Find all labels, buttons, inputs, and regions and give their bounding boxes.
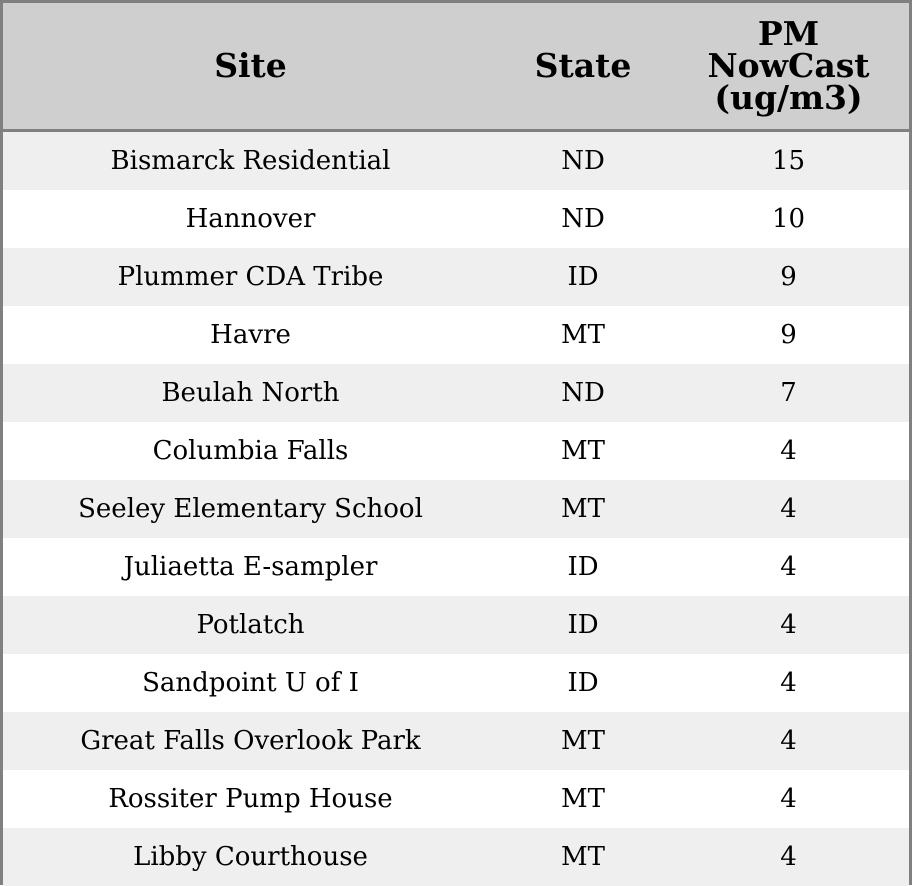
cell-pm-nowcast: 10 <box>668 190 909 248</box>
cell-site: Potlatch <box>3 596 498 654</box>
table-row <box>3 480 909 538</box>
cell-site: Great Falls Overlook Park <box>3 712 498 770</box>
cell-site: Plummer CDA Tribe <box>3 248 498 306</box>
table-row <box>3 654 909 712</box>
header-pm-line3: (ug/m3) <box>668 82 909 114</box>
cell-state: ND <box>498 131 668 191</box>
cell-pm-nowcast: 15 <box>668 131 909 191</box>
pm-nowcast-table <box>3 3 909 886</box>
table-row <box>3 596 909 654</box>
cell-site: Havre <box>3 306 498 364</box>
header-pm-nowcast <box>668 3 909 131</box>
table-row <box>3 364 909 422</box>
cell-pm-nowcast: 4 <box>668 770 909 828</box>
table-row <box>3 712 909 770</box>
table-row <box>3 422 909 480</box>
header-state: State <box>498 3 668 131</box>
cell-site: Juliaetta E-sampler <box>3 538 498 596</box>
header-pm-line2: NowCast <box>668 50 909 82</box>
header-pm-line1: PM <box>668 18 909 50</box>
cell-state: MT <box>498 306 668 364</box>
cell-site: Beulah North <box>3 364 498 422</box>
cell-state: ID <box>498 596 668 654</box>
cell-site: Bismarck Residential <box>3 131 498 191</box>
header-row <box>3 3 909 131</box>
cell-pm-nowcast: 4 <box>668 538 909 596</box>
cell-site: Seeley Elementary School <box>3 480 498 538</box>
cell-state: ID <box>498 248 668 306</box>
cell-pm-nowcast: 4 <box>668 712 909 770</box>
cell-state: MT <box>498 828 668 886</box>
cell-state: MT <box>498 480 668 538</box>
cell-state: ID <box>498 654 668 712</box>
cell-state: MT <box>498 770 668 828</box>
table-body <box>3 131 909 886</box>
table-row <box>3 770 909 828</box>
cell-state: ID <box>498 538 668 596</box>
cell-site: Columbia Falls <box>3 422 498 480</box>
cell-pm-nowcast: 4 <box>668 422 909 480</box>
cell-site: Sandpoint U of I <box>3 654 498 712</box>
cell-state: MT <box>498 422 668 480</box>
cell-pm-nowcast: 4 <box>668 654 909 712</box>
cell-state: ND <box>498 190 668 248</box>
cell-state: MT <box>498 712 668 770</box>
table-row <box>3 828 909 886</box>
cell-pm-nowcast: 4 <box>668 480 909 538</box>
table-row <box>3 248 909 306</box>
cell-pm-nowcast: 9 <box>668 306 909 364</box>
header-site: Site <box>3 3 498 131</box>
table-row <box>3 538 909 596</box>
table-row <box>3 306 909 364</box>
cell-site: Hannover <box>3 190 498 248</box>
cell-state: ND <box>498 364 668 422</box>
table-header <box>3 3 909 131</box>
cell-site: Rossiter Pump House <box>3 770 498 828</box>
cell-pm-nowcast: 4 <box>668 596 909 654</box>
cell-pm-nowcast: 7 <box>668 364 909 422</box>
cell-site: Libby Courthouse <box>3 828 498 886</box>
cell-pm-nowcast: 4 <box>668 828 909 886</box>
table-row <box>3 131 909 191</box>
table-row <box>3 190 909 248</box>
cell-pm-nowcast: 9 <box>668 248 909 306</box>
